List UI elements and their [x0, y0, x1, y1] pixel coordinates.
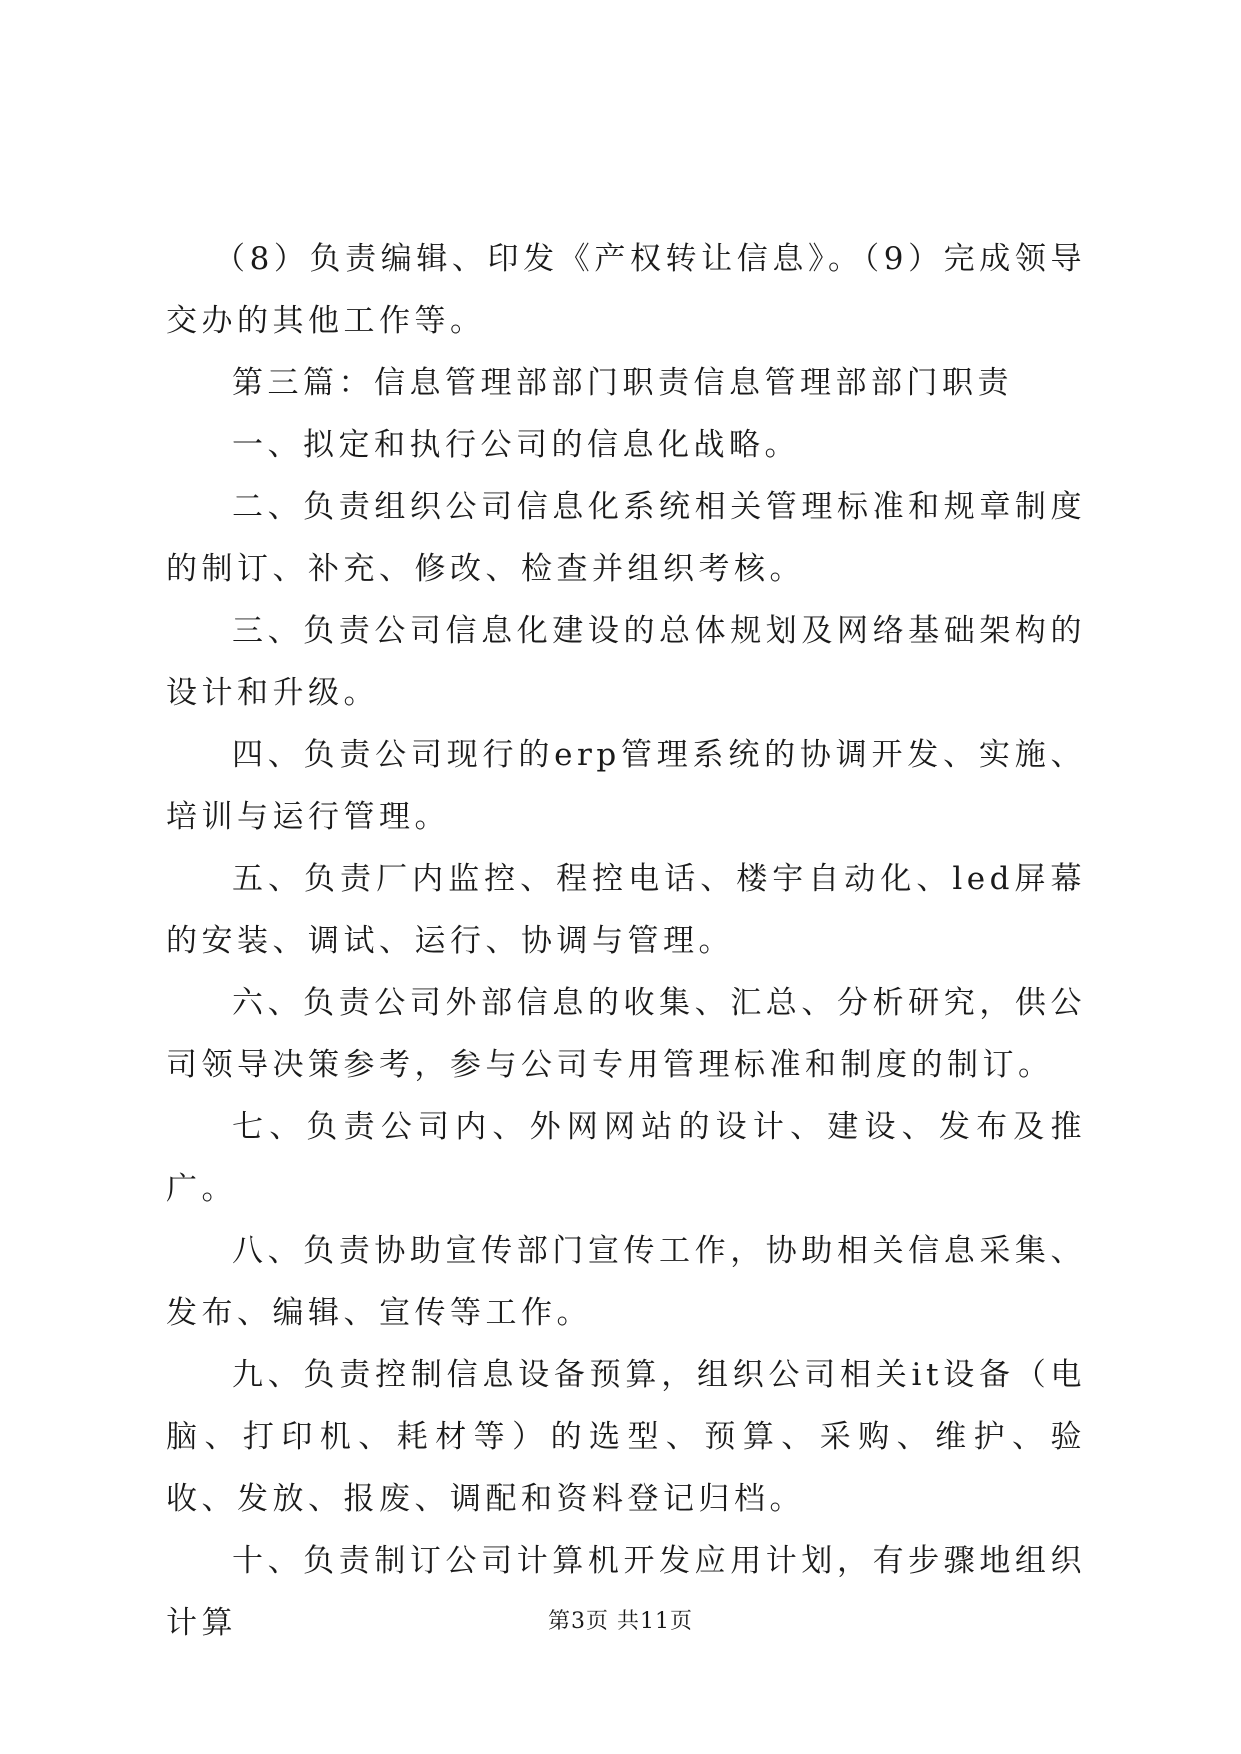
paragraph-7: 五、负责厂内监控、程控电话、楼宇自动化、led屏幕的安装、调试、运行、协调与管理。	[166, 861, 1086, 959]
paragraph-10: 八、负责协助宣传部门宣传工作，协助相关信息采集、发布、编辑、宣传等工作。	[166, 1233, 1086, 1331]
document-body	[166, 228, 1086, 1654]
paragraph-12: 十、负责制订公司计算机开发应用计划，有步骤地组织计算	[166, 1543, 1086, 1641]
page-number-footer: 第3页 共11页	[548, 1609, 693, 1634]
paragraph-11: 九、负责控制信息设备预算，组织公司相关it设备（电脑、打印机、耗材等）的选型、预算、采购、维护、验收、发放、报废、调配和资料登记归档。	[166, 1357, 1086, 1517]
paragraph-9: 七、负责公司内、外网网站的设计、建设、发布及推广。	[166, 1109, 1086, 1207]
paragraph-5: 三、负责公司信息化建设的总体规划及网络基础架构的设计和升级。	[166, 613, 1086, 711]
paragraph-4: 二、负责组织公司信息化系统相关管理标准和规章制度的制订、补充、修改、检查并组织考核。	[166, 489, 1086, 587]
paragraph-6: 四、负责公司现行的erp管理系统的协调开发、实施、培训与运行管理。	[166, 737, 1086, 835]
paragraph-1: （8）负责编辑、印发《产权转让信息》。（9）完成领导交办的其他工作等。	[166, 241, 1086, 339]
paragraph-3: 一、拟定和执行公司的信息化战略。	[232, 427, 800, 463]
paragraph-2-section-title: 第三篇：信息管理部部门职责信息管理部部门职责	[232, 365, 1013, 401]
paragraph-8: 六、负责公司外部信息的收集、汇总、分析研究，供公司领导决策参考，参与公司专用管理标准和制度的制订。	[166, 985, 1086, 1083]
